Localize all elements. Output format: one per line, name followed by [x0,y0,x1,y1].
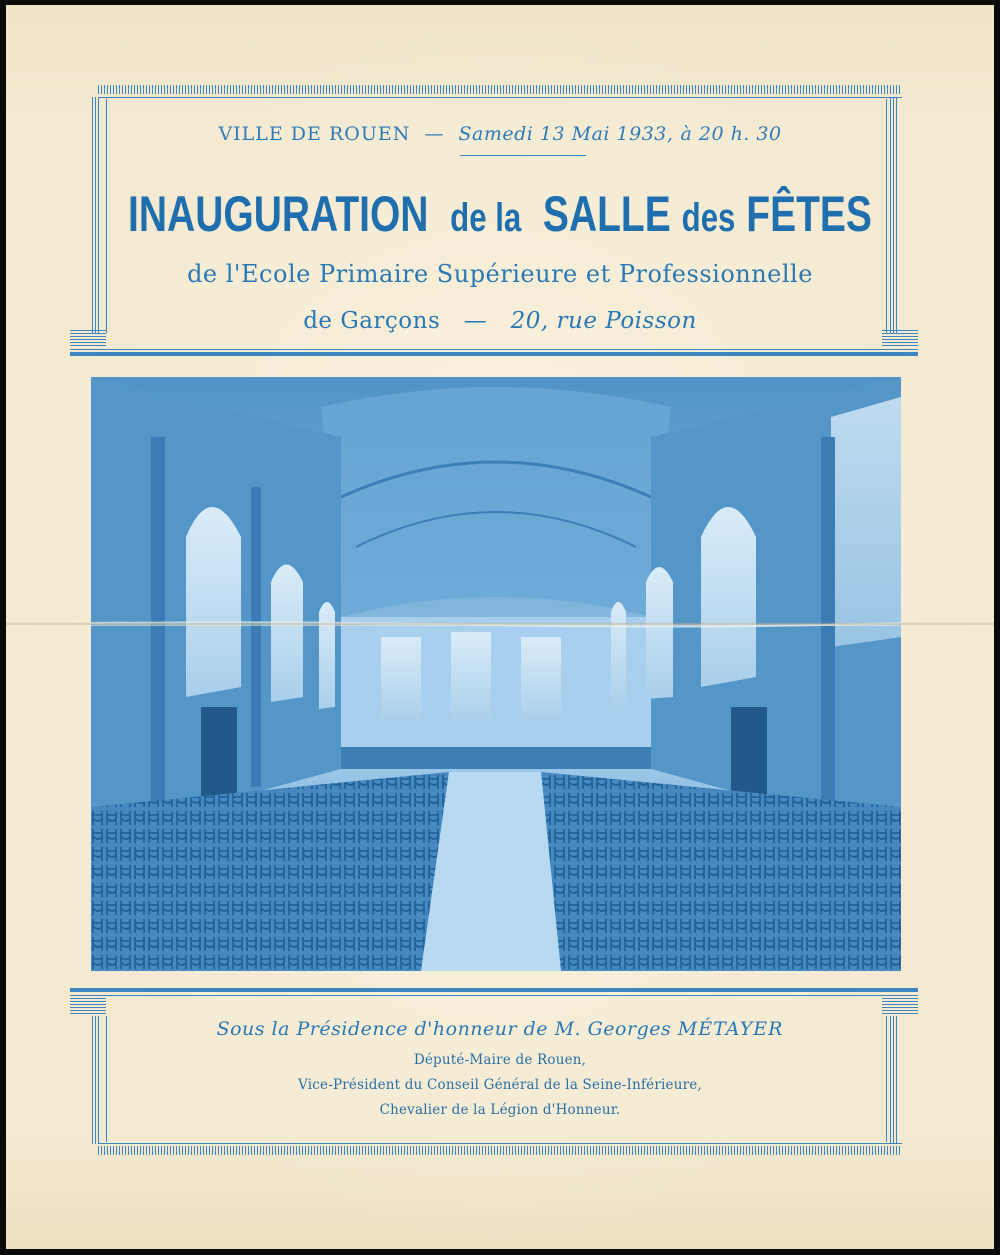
school-address [6,308,994,334]
invitation-page [6,5,994,1249]
header-line [6,123,994,145]
header-rule [460,155,586,156]
title-word-fetes: FÊTES [746,186,872,242]
title-word-inauguration: INAUGURATION [128,186,429,242]
event-date: Samedi 13 Mai 1933, [458,123,674,145]
title-word-des: des [681,196,736,240]
street-address: 20, rue Poisson [510,308,697,334]
presidency-line [6,1018,994,1040]
hall-photograph [91,377,901,971]
presidency-intro: Sous la Présidence d'honneur de M. Georges [216,1018,672,1040]
address-dash: — [463,308,488,334]
president-name: MÉTAYER [677,1018,784,1040]
city-label: VILLE DE ROUEN [218,123,411,145]
president-role-council: Vice-Président du Conseil Général de la Seine-Inférieure, [298,1077,702,1093]
school-name: de l'Ecole Primaire Supérieure et Professionnelle [187,260,813,288]
title-word-delà: de la [450,196,522,240]
paper-fold [6,622,994,626]
title-word-salle: SALLE [542,186,671,242]
school-gender: de Garçons [303,308,441,334]
hall-photo-illustration [91,377,901,971]
president-role-mayor: Député-Maire de Rouen, [413,1052,587,1068]
president-role-legion: Chevalier de la Légion d'Honneur. [379,1102,621,1118]
header-dash: — [424,123,445,145]
main-title [115,185,886,243]
event-time: à 20 h. 30 [680,123,782,145]
